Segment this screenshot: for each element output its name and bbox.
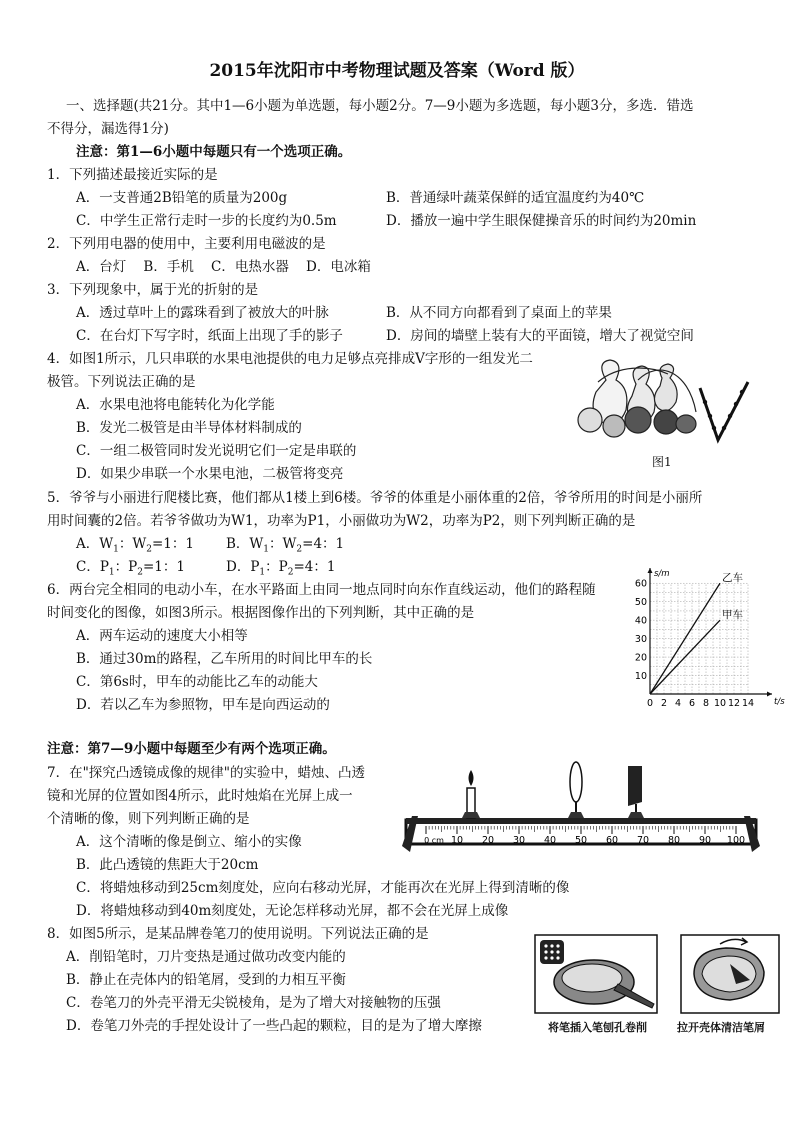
y-tick-label: 60 xyxy=(634,578,647,590)
y-tick-label: 20 xyxy=(634,652,647,664)
q5-stem-line2: 用时间囊的2倍。若爷爷做功为W1，功率为P1，小丽做功为W2，功率为P2，则下列判断正确的是 xyxy=(47,513,636,529)
y-tick-label: 10 xyxy=(634,671,647,683)
q1-option-b: B．普通绿叶蔬菜保鲜的适宜温度约为40℃ xyxy=(386,190,645,206)
optical-bench-figure xyxy=(398,760,768,860)
sharpener-open-icon xyxy=(694,948,764,1000)
ruler-label: 30 xyxy=(512,835,526,846)
q5-option-a: A．$W_1$：$W_2=1$：1 xyxy=(76,536,194,555)
x-axis-label: t/s xyxy=(774,697,785,707)
ruler-label: 40 xyxy=(543,835,557,846)
x-tick-label: 2 xyxy=(660,698,668,709)
q2-stem: 2．下列用电器的使用中，主要利用电磁波的是 xyxy=(47,236,326,252)
q3-option-c: C．在台灯下写字时，纸面上出现了手的影子 xyxy=(76,328,343,344)
q7-option-b: B．此凸透镜的焦距大于20cm xyxy=(76,857,259,873)
q4-stem-line1: 4．如图1所示，几只串联的水果电池提供的电力足够点亮排成V字形的一组发光二 xyxy=(47,351,533,367)
q8-stem: 8．如图5所示，是某品牌卷笔刀的使用说明。下列说法正确的是 xyxy=(47,926,429,942)
x-tick-label: 0 xyxy=(646,698,654,709)
q5-option-c: C．$P_1$：$P_2=1$：1 xyxy=(76,559,185,578)
screen-icon xyxy=(628,766,644,818)
ruler-label: 100 xyxy=(726,835,746,846)
figure-1-caption: 图1 xyxy=(652,455,672,469)
note-multi-choice: 注意：第7—9小题中每题至少有两个选项正确。 xyxy=(47,741,336,757)
ruler-label: 20 xyxy=(481,835,495,846)
q2-options: A．台灯 B．手机 C．电热水器 D．电冰箱 xyxy=(76,259,371,275)
figure-5-left-caption: 将笔插入笔刨孔卷削 xyxy=(548,1021,647,1034)
candle-icon xyxy=(462,770,480,818)
q7-stem-line3: 个清晰的像，则下列判断正确的是 xyxy=(47,811,250,827)
q7-option-c: C．将蜡烛移动到25cm刻度处，应向右移动光屏，才能再次在光屏上得到清晰的像 xyxy=(76,880,570,896)
q7-option-a: A．这个清晰的像是倒立、缩小的实像 xyxy=(76,834,302,850)
q7-option-d: D．将蜡烛移动到40m刻度处，无论怎样移动光屏，都不会在光屏上成像 xyxy=(76,903,509,919)
ruler-label: 10 xyxy=(450,835,464,846)
sharpener-insert-figure xyxy=(534,934,658,1014)
x-tick-label: 8 xyxy=(702,698,710,709)
q6-stem-line1: 6．两台完全相同的电动小车，在水平路面上由同一地点同时向东作直线运动，他们的路程随 xyxy=(47,582,596,598)
q5-option-b: B．$W_1$：$W_2=4$：1 xyxy=(226,536,345,555)
y-axis-label: s/m xyxy=(654,569,670,579)
q1-option-d: D．播放一遍中学生眼保健操音乐的时间约为20min xyxy=(386,213,697,229)
q6-option-d: D．若以乙车为参照物，甲车是向西运动的 xyxy=(76,697,330,713)
section-intro-line2: 不得分，漏选得1分) xyxy=(47,121,169,137)
q3-stem: 3．下列现象中，属于光的折射的是 xyxy=(47,282,259,298)
x-tick-label: 10 xyxy=(713,698,727,709)
q5-option-d: D．$P_1$：$P_2=4$：1 xyxy=(226,559,336,578)
page-title: 2015年沈阳市中考物理试题及答案（Word 版） xyxy=(209,61,585,81)
distance-time-chart xyxy=(628,562,785,712)
ruler-label: 50 xyxy=(574,835,588,846)
q3-option-d: D．房间的墙壁上装有大的平面镜，增大了视觉空间 xyxy=(386,328,694,344)
x-tick-label: 14 xyxy=(741,698,755,709)
y-tick-label: 30 xyxy=(634,634,647,646)
ruler-label: 80 xyxy=(667,835,681,846)
q6-option-b: B．通过30m的路程，乙车所用的时间比甲车的长 xyxy=(76,651,373,667)
q4-option-b: B．发光二极管是由半导体材料制成的 xyxy=(76,420,302,436)
x-tick-label: 12 xyxy=(727,698,741,709)
y-tick-label: 50 xyxy=(634,597,647,609)
y-tick-label: 40 xyxy=(634,615,647,627)
q3-option-a: A．透过草叶上的露珠看到了被放大的叶脉 xyxy=(76,305,329,321)
fruit-illustration xyxy=(578,360,696,437)
q1-option-c: C．中学生正常行走时一步的长度约为0.5m xyxy=(76,213,337,229)
series-label: 乙车 xyxy=(722,572,743,585)
q7-stem-line1: 7．在"探究凸透镜成像的规律"的实验中，蜡烛、凸透 xyxy=(47,765,366,781)
q7-stem-line2: 镜和光屏的位置如图4所示，此时烛焰在光屏上成一 xyxy=(47,788,353,804)
q3-option-b: B．从不同方向都看到了桌面上的苹果 xyxy=(386,305,612,321)
q1-stem: 1．下列描述最接近实际的是 xyxy=(47,167,218,183)
q8-option-b: B．静止在壳体内的铅笔屑，受到的力相互平衡 xyxy=(66,972,346,988)
q8-option-a: A．削铅笔时，刀片变热是通过做功改变内能的 xyxy=(66,949,346,965)
q6-stem-line2: 时间变化的图像，如图3所示。根据图像作出的下列判断，其中正确的是 xyxy=(47,605,475,621)
q1-option-a: A．一支普通2B铅笔的质量为200g xyxy=(76,190,288,206)
x-tick-label: 6 xyxy=(688,698,696,709)
ruler-label: 90 xyxy=(698,835,712,846)
q4-option-c: C．一组二极管同时发光说明它们一定是串联的 xyxy=(76,443,357,459)
figure-5-right-caption: 拉开壳体清洁笔屑 xyxy=(677,1021,765,1034)
q4-stem-line2: 极管。下列说法正确的是 xyxy=(47,374,196,390)
q6-option-c: C．第6s时，甲车的动能比乙车的动能大 xyxy=(76,674,318,690)
q5-stem-line1: 5．爷爷与小丽进行爬楼比赛，他们都从1楼上到6楼。爷爷的体重是小丽体重的2倍，爷爷所用的时间是小丽所 xyxy=(47,490,703,506)
series-label: 甲车 xyxy=(722,609,743,622)
ruler-label: 0 cm xyxy=(424,836,444,845)
sharpener-clean-figure xyxy=(680,934,780,1014)
x-axis-arrow xyxy=(767,692,772,697)
note-single-choice: 注意：第1—6小题中每题只有一个选项正确。 xyxy=(76,144,352,160)
q4-option-d: D．如果少串联一个水果电池，二极管将变亮 xyxy=(76,466,344,482)
ruler-label: 60 xyxy=(605,835,619,846)
y-axis-arrow xyxy=(648,568,653,573)
q8-option-d: D．卷笔刀外壳的手捏处设计了一些凸起的颗粒，目的是为了增大摩擦 xyxy=(66,1018,482,1034)
x-tick-label: 4 xyxy=(674,698,682,709)
convex-lens-icon xyxy=(568,762,584,818)
fruit-battery-figure xyxy=(578,360,758,455)
section-intro-line1: 一、选择题(共21分。其中1—6小题为单选题，每小题2分。7—9小题为多选题，每小题3分，多选．错选 xyxy=(66,98,694,114)
ruler-label: 70 xyxy=(636,835,650,846)
q6-option-a: A．两车运动的速度大小相等 xyxy=(76,628,248,644)
q8-option-c: C．卷笔刀的外壳平滑无尖锐棱角，是为了增大对接触物的压强 xyxy=(66,995,441,1011)
q4-option-a: A．水果电池将电能转化为化学能 xyxy=(76,397,275,413)
